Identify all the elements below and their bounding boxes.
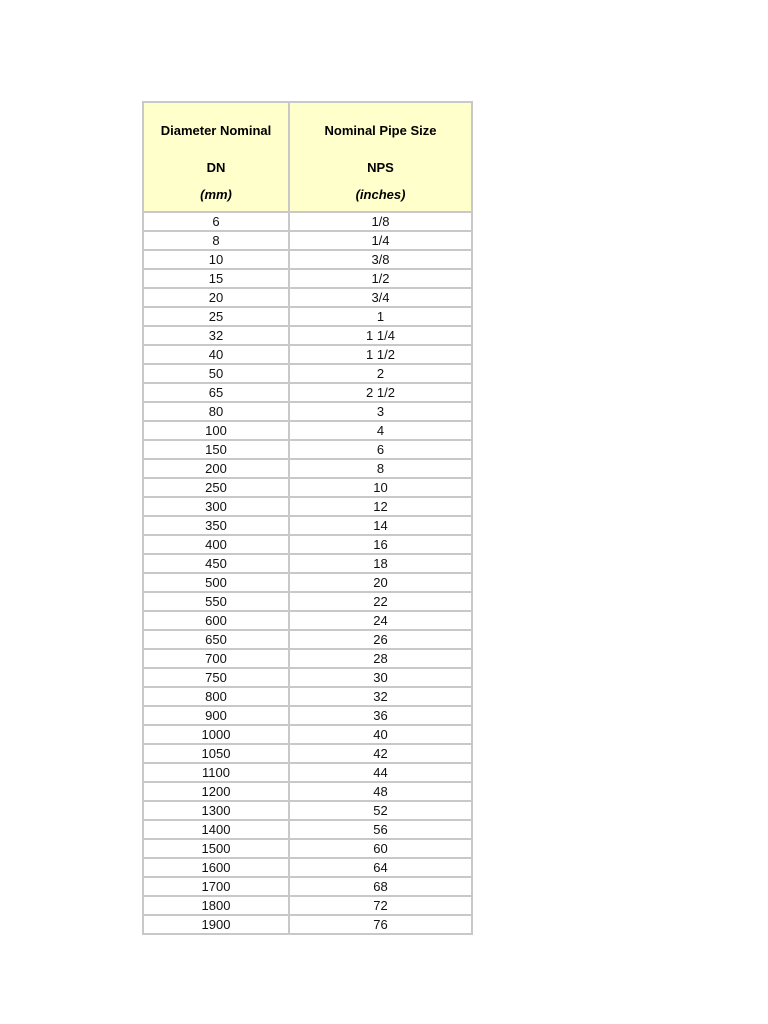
header-nps-title: Nominal Pipe Size <box>324 123 437 138</box>
table-row <box>144 327 473 346</box>
table-body <box>144 213 473 935</box>
dn-mm-cell: 1900 <box>144 916 290 935</box>
nps-inches-cell: 24 <box>290 612 473 631</box>
pipe-size-table-container <box>142 101 471 935</box>
table-row <box>144 289 473 308</box>
nps-inches-cell: 52 <box>290 802 473 821</box>
dn-mm-cell: 800 <box>144 688 290 707</box>
nps-inches-cell: 72 <box>290 897 473 916</box>
dn-mm-cell: 1000 <box>144 726 290 745</box>
dn-mm-cell: 80 <box>144 403 290 422</box>
nps-inches-cell: 76 <box>290 916 473 935</box>
table-row <box>144 859 473 878</box>
table-row <box>144 840 473 859</box>
dn-mm-cell: 40 <box>144 346 290 365</box>
dn-mm-cell: 300 <box>144 498 290 517</box>
table-row <box>144 821 473 840</box>
nps-inches-cell: 20 <box>290 574 473 593</box>
nps-inches-cell: 44 <box>290 764 473 783</box>
table-row <box>144 688 473 707</box>
nps-inches-cell: 14 <box>290 517 473 536</box>
dn-mm-cell: 900 <box>144 707 290 726</box>
nps-inches-cell: 3/4 <box>290 289 473 308</box>
dn-mm-cell: 1100 <box>144 764 290 783</box>
header-nps-unit: (inches) <box>355 187 406 202</box>
nps-inches-cell: 1 1/2 <box>290 346 473 365</box>
table-row <box>144 479 473 498</box>
dn-mm-cell: 1800 <box>144 897 290 916</box>
dn-mm-cell: 500 <box>144 574 290 593</box>
table-row <box>144 574 473 593</box>
table-row <box>144 669 473 688</box>
nps-inches-cell: 1/4 <box>290 232 473 251</box>
table-row <box>144 403 473 422</box>
dn-mm-cell: 1700 <box>144 878 290 897</box>
table-row <box>144 631 473 650</box>
dn-mm-cell: 10 <box>144 251 290 270</box>
dn-mm-cell: 350 <box>144 517 290 536</box>
dn-mm-cell: 150 <box>144 441 290 460</box>
dn-nps-conversion-table <box>142 101 473 935</box>
table-row <box>144 441 473 460</box>
table-row <box>144 536 473 555</box>
dn-mm-cell: 15 <box>144 270 290 289</box>
table-row <box>144 365 473 384</box>
table-row <box>144 498 473 517</box>
nps-inches-cell: 1 1/4 <box>290 327 473 346</box>
header-dn-title: Diameter Nominal <box>160 123 272 138</box>
table-row <box>144 384 473 403</box>
table-row <box>144 593 473 612</box>
dn-mm-cell: 750 <box>144 669 290 688</box>
nps-inches-cell: 2 1/2 <box>290 384 473 403</box>
nps-inches-cell: 1 <box>290 308 473 327</box>
header-row <box>144 103 473 213</box>
nps-inches-cell: 4 <box>290 422 473 441</box>
table-row <box>144 251 473 270</box>
nps-inches-cell: 28 <box>290 650 473 669</box>
table-row <box>144 707 473 726</box>
dn-mm-cell: 1300 <box>144 802 290 821</box>
nps-inches-cell: 68 <box>290 878 473 897</box>
dn-mm-cell: 450 <box>144 555 290 574</box>
nps-inches-cell: 48 <box>290 783 473 802</box>
dn-mm-cell: 100 <box>144 422 290 441</box>
nps-inches-cell: 32 <box>290 688 473 707</box>
dn-mm-cell: 250 <box>144 479 290 498</box>
dn-mm-cell: 650 <box>144 631 290 650</box>
table-row <box>144 612 473 631</box>
table-row <box>144 270 473 289</box>
dn-mm-cell: 8 <box>144 232 290 251</box>
header-nps-abbrev: NPS <box>367 160 394 175</box>
table-header <box>144 103 473 213</box>
table-row <box>144 802 473 821</box>
table-row <box>144 555 473 574</box>
table-row <box>144 213 473 232</box>
nps-inches-cell: 64 <box>290 859 473 878</box>
header-nominal-pipe-size <box>290 103 473 213</box>
nps-inches-cell: 56 <box>290 821 473 840</box>
dn-mm-cell: 65 <box>144 384 290 403</box>
nps-inches-cell: 8 <box>290 460 473 479</box>
dn-mm-cell: 1400 <box>144 821 290 840</box>
dn-mm-cell: 50 <box>144 365 290 384</box>
nps-inches-cell: 36 <box>290 707 473 726</box>
dn-mm-cell: 20 <box>144 289 290 308</box>
dn-mm-cell: 200 <box>144 460 290 479</box>
nps-inches-cell: 1/2 <box>290 270 473 289</box>
dn-mm-cell: 600 <box>144 612 290 631</box>
dn-mm-cell: 1600 <box>144 859 290 878</box>
nps-inches-cell: 12 <box>290 498 473 517</box>
dn-mm-cell: 550 <box>144 593 290 612</box>
table-row <box>144 764 473 783</box>
nps-inches-cell: 22 <box>290 593 473 612</box>
dn-mm-cell: 6 <box>144 213 290 232</box>
table-row <box>144 897 473 916</box>
dn-mm-cell: 400 <box>144 536 290 555</box>
nps-inches-cell: 30 <box>290 669 473 688</box>
table-row <box>144 745 473 764</box>
table-row <box>144 878 473 897</box>
nps-inches-cell: 3/8 <box>290 251 473 270</box>
table-row <box>144 232 473 251</box>
table-row <box>144 916 473 935</box>
nps-inches-cell: 26 <box>290 631 473 650</box>
dn-mm-cell: 1500 <box>144 840 290 859</box>
dn-mm-cell: 1050 <box>144 745 290 764</box>
nps-inches-cell: 16 <box>290 536 473 555</box>
nps-inches-cell: 40 <box>290 726 473 745</box>
nps-inches-cell: 10 <box>290 479 473 498</box>
table-row <box>144 308 473 327</box>
nps-inches-cell: 3 <box>290 403 473 422</box>
nps-inches-cell: 18 <box>290 555 473 574</box>
nps-inches-cell: 1/8 <box>290 213 473 232</box>
nps-inches-cell: 60 <box>290 840 473 859</box>
nps-inches-cell: 6 <box>290 441 473 460</box>
dn-mm-cell: 25 <box>144 308 290 327</box>
table-row <box>144 783 473 802</box>
nps-inches-cell: 42 <box>290 745 473 764</box>
table-row <box>144 726 473 745</box>
dn-mm-cell: 1200 <box>144 783 290 802</box>
header-dn-unit: (mm) <box>200 187 232 202</box>
dn-mm-cell: 700 <box>144 650 290 669</box>
nps-inches-cell: 2 <box>290 365 473 384</box>
header-diameter-nominal <box>144 103 290 213</box>
table-row <box>144 346 473 365</box>
table-row <box>144 422 473 441</box>
dn-mm-cell: 32 <box>144 327 290 346</box>
table-row <box>144 650 473 669</box>
table-row <box>144 460 473 479</box>
table-row <box>144 517 473 536</box>
header-dn-abbrev: DN <box>206 160 226 175</box>
